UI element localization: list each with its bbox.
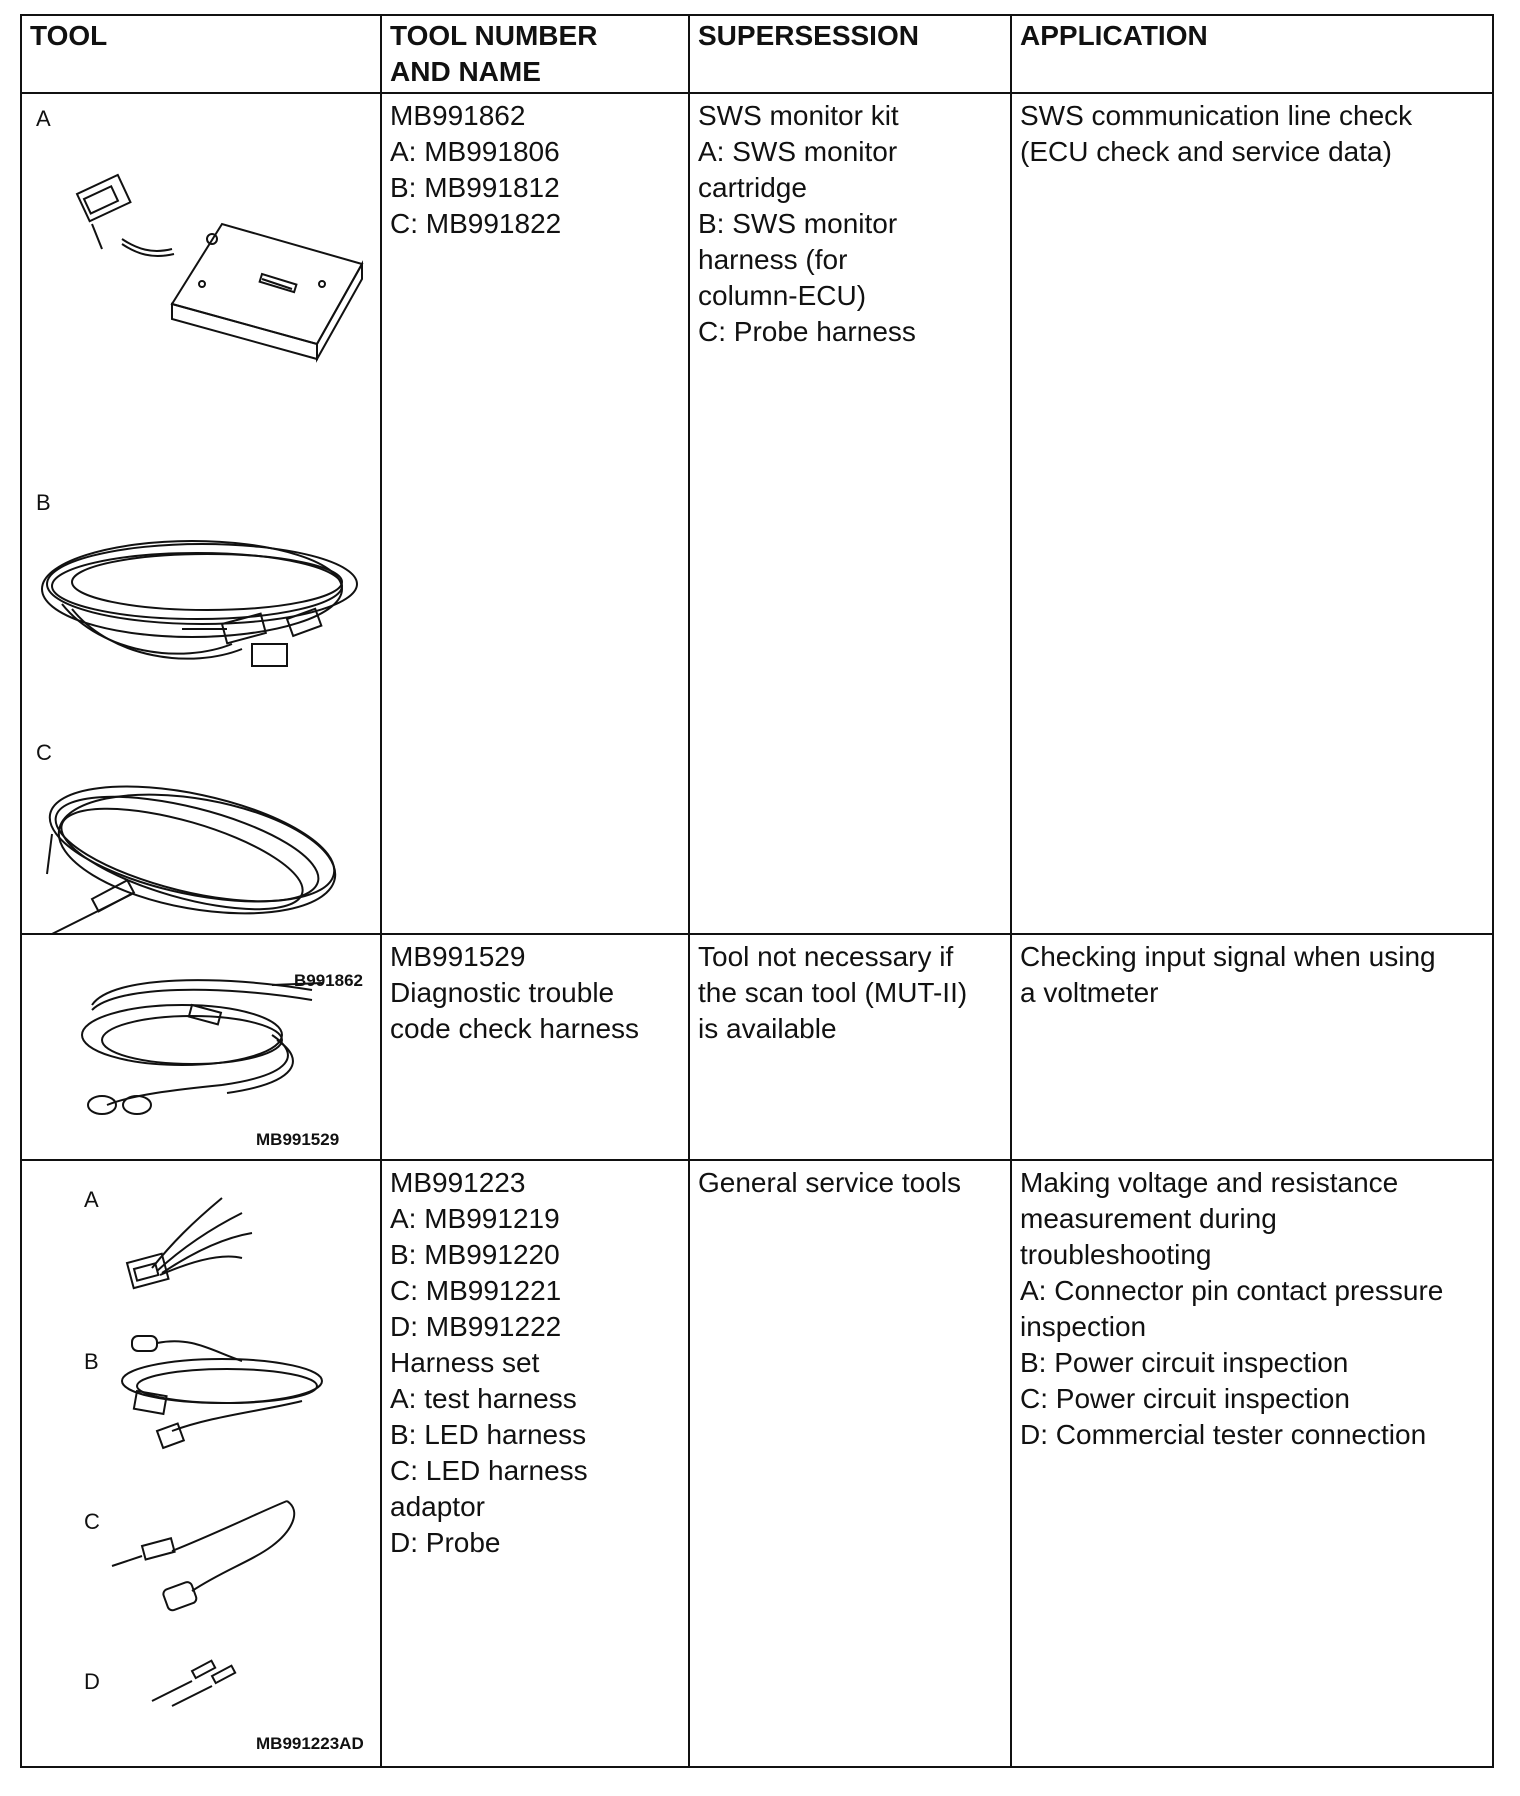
- text-line: SWS monitor kit: [698, 100, 899, 131]
- text-line: C: MB991822: [390, 208, 562, 239]
- tool-code: MB991529: [256, 1130, 340, 1149]
- text-line: the scan tool (MUT-II): [698, 977, 968, 1008]
- tool-label-c: C: [36, 740, 52, 765]
- text-line: Diagnostic trouble: [390, 977, 615, 1008]
- probe-illustration: [142, 1656, 262, 1716]
- supersession-cell: [689, 934, 1011, 1160]
- header-row: [21, 15, 1493, 93]
- tool-label-a: A: [36, 106, 51, 131]
- tool-number-cell: [381, 934, 689, 1160]
- tool-code: MB991223AD: [256, 1734, 364, 1753]
- tool-illustration-cell: [21, 934, 381, 1160]
- tool-label-a: A: [84, 1187, 99, 1212]
- text-line: A: Connector pin contact pressure: [1020, 1275, 1444, 1306]
- text-line: A: SWS monitor: [698, 136, 898, 167]
- test-harness-illustration: [122, 1183, 282, 1303]
- supersession-cell: [689, 1160, 1011, 1767]
- tool-number-cell: [381, 93, 689, 934]
- tool-number-cell: [381, 1160, 689, 1767]
- tool-label-d: D: [84, 1669, 100, 1694]
- text-line: Tool not necessary if: [698, 941, 954, 972]
- text-line: A: MB991806: [390, 136, 560, 167]
- header-tool-number-line1: TOOL NUMBER: [390, 20, 598, 51]
- text-line: cartridge: [698, 172, 807, 203]
- text-line: MB991223: [390, 1167, 526, 1198]
- text-line: column-ECU): [698, 280, 867, 311]
- text-line: D: Commercial tester connection: [1020, 1419, 1427, 1450]
- text-line: (ECU check and service data): [1020, 136, 1392, 167]
- text-line: B: Power circuit inspection: [1020, 1347, 1349, 1378]
- text-line: measurement during: [1020, 1203, 1277, 1234]
- text-line: SWS communication line check: [1020, 100, 1413, 131]
- tool-label-b: B: [84, 1349, 99, 1374]
- application-cell: [1011, 93, 1493, 934]
- text-line: harness (for: [698, 244, 848, 275]
- text-line: C: MB991221: [390, 1275, 562, 1306]
- text-line: MB991529: [390, 941, 526, 972]
- text-line: A: test harness: [390, 1383, 577, 1414]
- text-line: code check harness: [390, 1013, 640, 1044]
- text-line: troubleshooting: [1020, 1239, 1212, 1270]
- tool-illustration-cell: [21, 1160, 381, 1767]
- header-tool: TOOL: [21, 15, 381, 93]
- text-line: Making voltage and resistance: [1020, 1167, 1399, 1198]
- sws-monitor-cartridge-illustration: [52, 154, 372, 374]
- led-harness-illustration: [112, 1331, 332, 1461]
- sws-monitor-harness-illustration: [32, 514, 372, 694]
- text-line: B: MB991812: [390, 172, 560, 203]
- tool-illustration-cell: [21, 93, 381, 990]
- application-cell: [1011, 934, 1493, 1160]
- text-line: A: MB991219: [390, 1203, 560, 1234]
- tool-label-b: B: [36, 490, 51, 515]
- text-line: a voltmeter: [1020, 977, 1159, 1008]
- header-supersession: SUPERSESSION: [689, 15, 1011, 93]
- tool-label-c: C: [84, 1509, 100, 1534]
- text-line: D: MB991222: [390, 1311, 562, 1342]
- text-line: adaptor: [390, 1491, 485, 1522]
- led-harness-adaptor-illustration: [102, 1491, 322, 1631]
- text-line: C: Power circuit inspection: [1020, 1383, 1350, 1414]
- header-tool-number: [381, 15, 689, 93]
- text-line: B: LED harness: [390, 1419, 587, 1450]
- text-line: C: LED harness: [390, 1455, 588, 1486]
- table-row: [21, 1160, 1493, 1767]
- header-application: APPLICATION: [1011, 15, 1493, 93]
- text-line: C: Probe harness: [698, 316, 916, 347]
- table-row: [21, 934, 1493, 1160]
- text-line: B: SWS monitor: [698, 208, 898, 239]
- application-cell: [1011, 1160, 1493, 1767]
- diagnostic-harness-illustration: [72, 955, 332, 1125]
- text-line: B: MB991220: [390, 1239, 560, 1270]
- text-line: D: Probe: [390, 1527, 501, 1558]
- text-line: Checking input signal when using: [1020, 941, 1436, 972]
- tool-code: B991862: [294, 971, 364, 990]
- text-line: is available: [698, 1013, 837, 1044]
- header-tool-number-line2: AND NAME: [390, 56, 541, 87]
- special-tools-table: [20, 14, 1494, 1768]
- text-line: General service tools: [698, 1167, 962, 1198]
- text-line: MB991862: [390, 100, 526, 131]
- text-line: Harness set: [390, 1347, 540, 1378]
- table-row: [21, 93, 1493, 934]
- supersession-cell: [689, 93, 1011, 934]
- text-line: inspection: [1020, 1311, 1147, 1342]
